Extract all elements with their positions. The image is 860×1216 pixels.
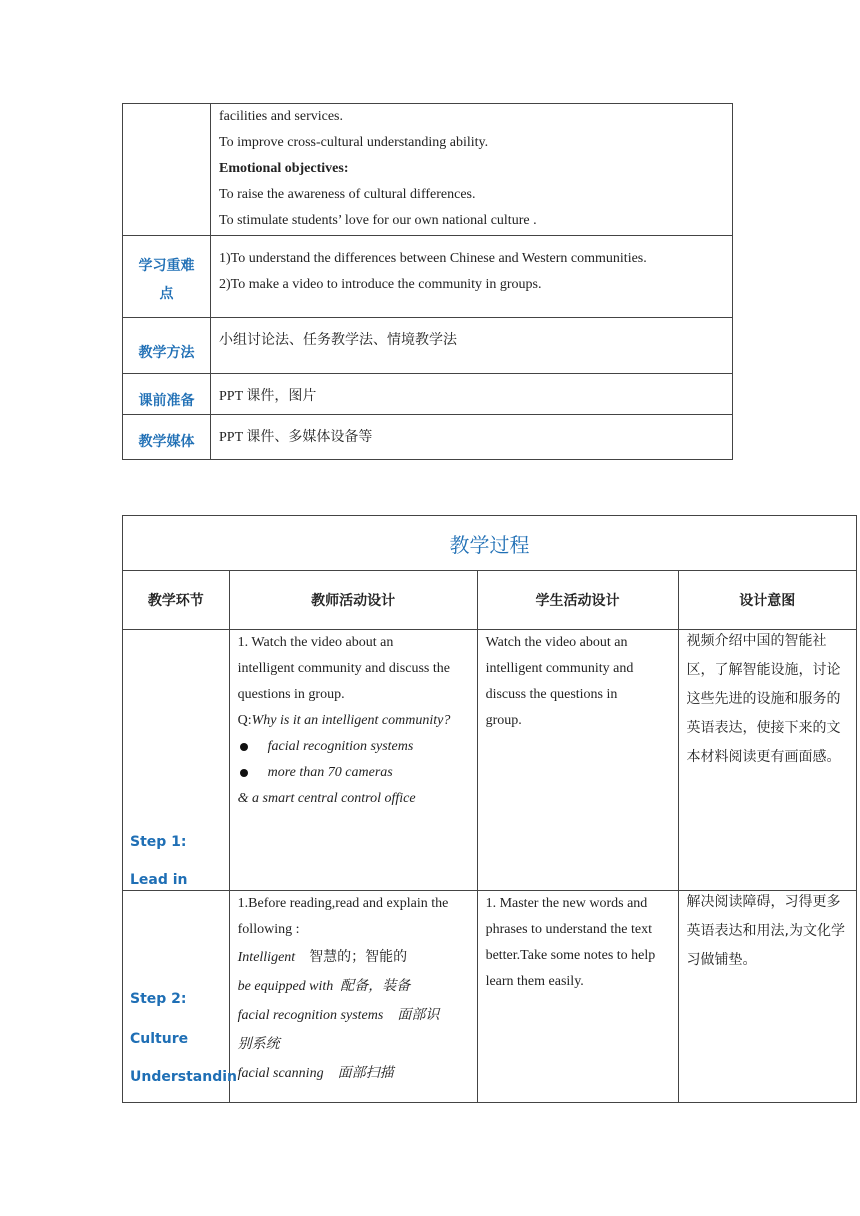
key-point-line: 2)To make a video to introduce the community in groups.: [219, 277, 542, 292]
step2-student-activity: 1. Master the new words and phrases to understand the text better.Take some notes to help learn them easily.: [477, 891, 678, 1103]
step1-teacher-activity: 1. Watch the video about an intelligent community and discuss the questions in group. Q:Why is it an intelligent community? facial recognition systems more than 70 cameras & a smart central control office: [229, 630, 477, 891]
header-design-intent: 设计意图: [678, 571, 857, 630]
step2-name-line1: Culture: [130, 1031, 189, 1047]
bullet-item: facial recognition systems: [238, 734, 471, 760]
bullet-dot-icon: [240, 743, 248, 751]
step2-label-cell: [123, 891, 237, 1103]
preparation-value: PPT 课件，图片: [211, 374, 733, 415]
preparation-label: 课前准备: [123, 374, 211, 415]
step2-teacher-activity: 1.Before reading,read and explain the following : Intelligent 智慧的；智能的 be equipped with 配备，装备 facial recognition systems 面部识 别系统 facial scanning 面部扫描: [229, 891, 477, 1103]
key-points-label: 学习重难 点: [123, 236, 211, 318]
key-points-content: [211, 236, 733, 318]
step2-name-line2: Understandin: [130, 1069, 237, 1085]
header-stage: 教学环节: [123, 571, 230, 630]
vocab-item: be equipped with 配备，装备: [237, 979, 411, 994]
objectives-table: [122, 103, 733, 460]
media-label: 教学媒体: [123, 415, 211, 460]
vocab-item: facial scanning 面部扫描: [237, 1066, 394, 1081]
emotional-objectives-heading: Emotional objectives:: [219, 161, 349, 176]
header-teacher-activity: 教师活动设计: [229, 571, 477, 630]
objectives-label-cell: [123, 104, 211, 236]
header-student-activity: 学生活动设计: [477, 571, 678, 630]
objective-line: To improve cross-cultural understanding ability.: [219, 135, 489, 150]
bullet-dot-icon: [240, 769, 248, 777]
objectives-content-cell: [211, 104, 733, 236]
process-table: [122, 515, 857, 1103]
emotional-objective-line: To stimulate students’ love for our own national culture .: [219, 213, 537, 228]
bullet-item: more than 70 cameras: [238, 760, 471, 786]
vocab-item: facial recognition systems 面部识: [237, 1008, 440, 1023]
step1-name: Lead in: [130, 872, 188, 888]
media-value: PPT 课件、多媒体设备等: [211, 415, 733, 460]
step1-student-activity: Watch the video about an intelligent community and discuss the questions in group.: [477, 630, 678, 891]
step2-design-intent: 解决阅读障碍，习得更多英语表达和用法,为文化学习做铺垫。: [678, 891, 857, 1103]
step1-design-intent: 视频介绍中国的智能社区，了解智能设施，讨论这些先进的设施和服务的英语表达，使接下来的文本材料阅读更有画面感。: [678, 630, 857, 891]
step1-label: Step 1:: [130, 834, 187, 850]
vocab-item: Intelligent 智慧的；智能的: [237, 949, 408, 965]
question-text: Why is it an intelligent community?: [251, 713, 451, 728]
methods-value: 小组讨论法、任务教学法、情境教学法: [211, 318, 733, 374]
key-point-line: 1)To understand the differences between Chinese and Western communities.: [219, 251, 647, 266]
step1-label-cell: [123, 630, 230, 891]
objective-line: facilities and services.: [219, 109, 344, 124]
emotional-objective-line: To raise the awareness of cultural differences.: [219, 187, 476, 202]
methods-label: 教学方法: [123, 318, 211, 374]
step2-label: Step 2:: [130, 991, 187, 1007]
process-title: 教学过程: [123, 516, 857, 571]
